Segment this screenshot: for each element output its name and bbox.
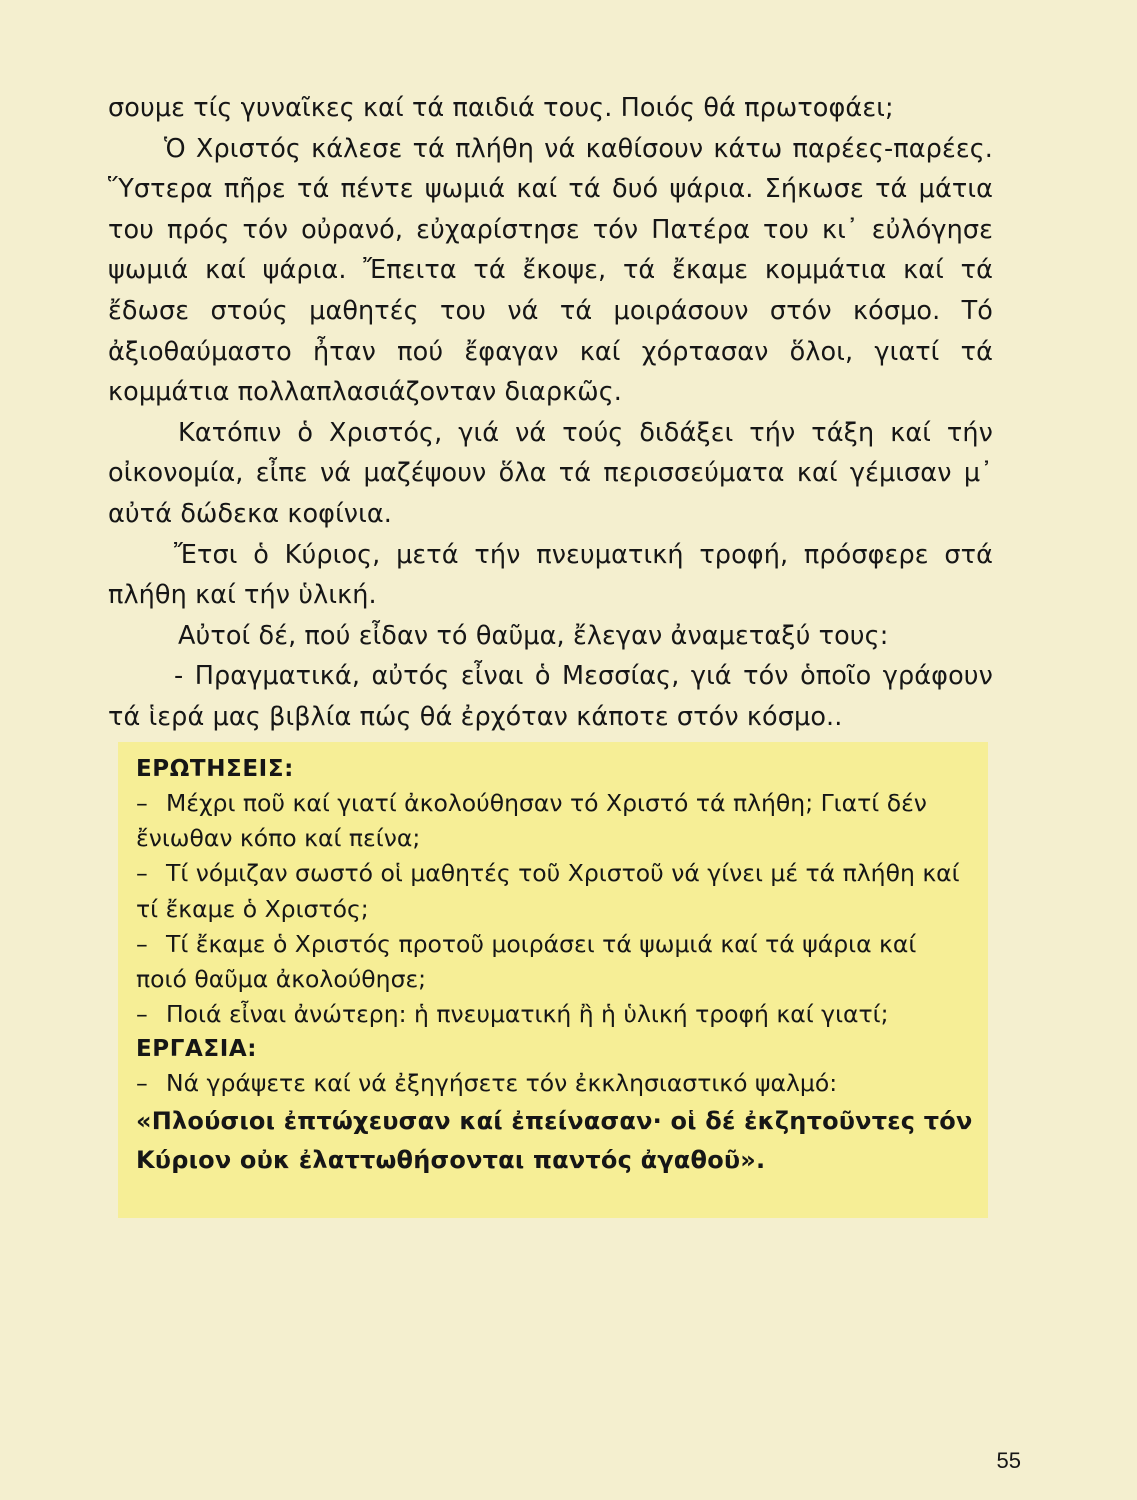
dash: – — [136, 859, 148, 888]
question-text: Τί νόμιζαν σωστό οἱ μαθητές τοῦ Χριστοῦ νά γίνει μέ τά πλήθη καί τί ἔκαμε ὁ Χριστός; — [136, 859, 960, 923]
paragraph: Ὁ Χριστός κάλεσε τά πλήθη νά καθίσουν κάτω παρέες-παρέες. Ὕστερα πῆρε τά πέντε ψωμιά καί τά δυό ψάρια. Σήκωσε τά μάτια του πρός τόν οὐρανό, εὐχαρίστησε τόν Πατέρα του κι᾽ εὐλόγησε ψωμιά καί ψάρια. Ἔπειτα τά ἔκοψε, τά ἔκαμε κομμάτια καί τά ἔδωσε στούς μαθητές του νά τά μοιράσουν στόν κόσμο. Τό ἀξιοθαύμαστο ἦταν πού ἔφαγαν καί χόρτασαν ὅλοι, γιατί τά κομμάτια πολλαπλασιάζονταν διαρκῶς. — [108, 133, 993, 408]
questions-heading: ΕΡΩΤΗΣΕΙΣ: — [136, 756, 294, 782]
paragraph: Ἔτσι ὁ Κύριος, μετά τήν πνευματική τροφή, πρόσφερε στά πλήθη καί τήν ὑλική. — [108, 539, 993, 611]
dash: – — [136, 1069, 148, 1098]
psalm-quote: «Πλούσιοι ἐπτώχευσαν καί ἐπείνασαν· οἱ δέ ἐκζητοῦντες τόν Κύριον οὐκ ἐλαττωθήσονται παντός ἀγαθοῦ». — [136, 1106, 973, 1174]
question-item — [136, 856, 974, 926]
dash: – — [136, 1000, 148, 1029]
paragraph: - Πραγματικά, αὐτός εἶναι ὁ Μεσσίας, γιά τόν ὁποῖο γράφουν τά ἱερά μας βιβλία πώς θά ἐρχόταν κάποτε στόν κόσμο.. — [108, 661, 993, 732]
question-text: Ποιά εἶναι ἀνώτερη: ἡ πνευματική ἢ ἡ ὑλική τροφή καί γιατί; — [166, 1000, 889, 1029]
work-instruction — [136, 1066, 974, 1101]
main-text — [108, 88, 993, 738]
question-text: Μέχρι ποῦ καί γιατί ἀκολούθησαν τό Χριστό τά πλήθη; Γιατί δέν ἔνιωθαν κόπο καί πείνα; — [136, 789, 927, 853]
exercises-panel — [118, 742, 988, 1218]
question-text: Τί ἔκαμε ὁ Χριστός προτοῦ μοιράσει τά ψωμιά καί τά ψάρια καί ποιό θαῦμα ἀκολούθησε; — [136, 929, 917, 994]
question-item — [136, 997, 974, 1032]
paragraph: σουμε τίς γυναῖκες καί τά παιδιά τους. Ποιός θά πρωτοφάει; — [108, 93, 894, 123]
paragraph: Αὐτοί δέ, πού εἶδαν τό θαῦμα, ἔλεγαν ἀναμεταξύ τους: — [178, 620, 889, 651]
question-item — [136, 786, 974, 856]
work-heading: ΕΡΓΑΣΙΑ: — [136, 1036, 258, 1063]
dash: – — [136, 929, 148, 958]
page-number: 55 — [996, 1448, 1021, 1473]
work-instruction-text: Νά γράψετε καί νά ἐξηγήσετε τόν ἐκκλησιαστικό ψαλμό: — [166, 1069, 838, 1098]
question-item — [136, 927, 974, 997]
questions-list — [136, 786, 974, 1032]
dash: – — [136, 789, 148, 817]
paragraph: Κατόπιν ὁ Χριστός, γιά νά τούς διδάξει τήν τάξη καί τήν οἰκονομία, εἶπε νά μαζέψουν ὅλα τά περισσεύματα καί γέμισαν μ᾽ αὐτά δώδεκα κοφίνια. — [108, 417, 993, 529]
